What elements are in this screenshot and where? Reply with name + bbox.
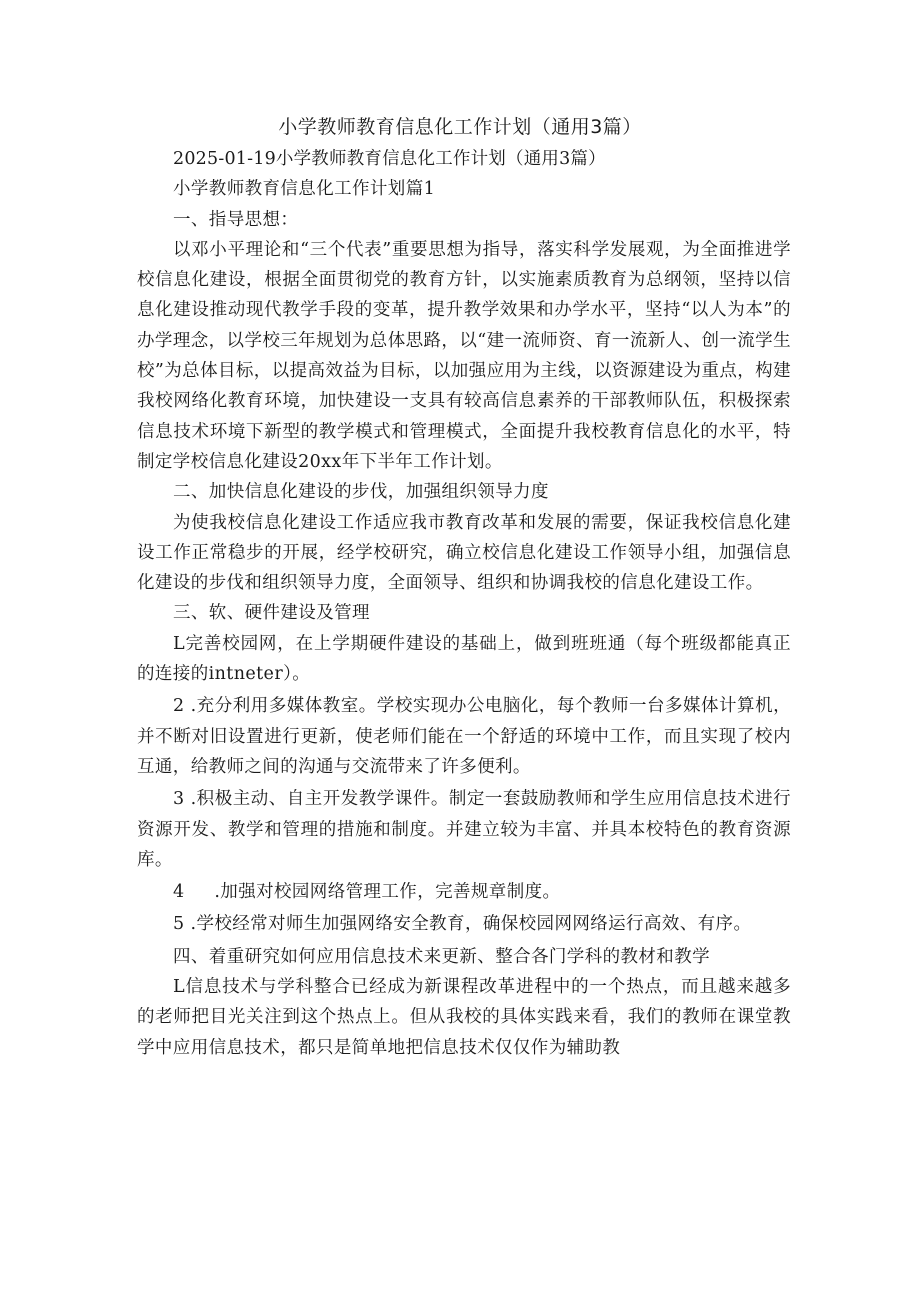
document-body bbox=[137, 144, 791, 1063]
section-body-4: L信息技术与学科整合已经成为新课程改革进程中的一个热点，而且越来越多的老师把目光关注到这个热点上。但从我校的具体实践来看，我们的教师在课堂教学中应用信息技术，都只是简单地把信息技术仅仅作为辅助教 bbox=[137, 977, 791, 1058]
section-heading-1: 一、指导思想： bbox=[173, 209, 299, 230]
article-heading: 小学教师教育信息化工作计划篇1 bbox=[173, 179, 436, 200]
meta-line: 2025-01-19小学教师教育信息化工作计划（通用3篇） bbox=[173, 149, 606, 169]
list-item: 3 .积极主动、自主开发教学课件。制定一套鼓励教师和学生应用信息技术进行资源开发、教学和管理的措施和制度。并建立较为丰富、并具本校特色的教育资源库。 bbox=[137, 789, 791, 870]
section-body-1: 以邓小平理论和“三个代表”重要思想为指导，落实科学发展观，为全面推进学校信息化建设，根据全面贯彻党的教育方针，以实施素质教育为总纲领，坚持以信息化建设推动现代教学手段的变革，提升教学效果和办学水平，坚持“以人为本”的办学理念，以学校三年规划为总体思路，以“建一流师资、育一流新人、创一流学生校”为总体目标，以提高效益为目标，以加强应用为主线，以资源建设为重点，构建我校网络化教育环境，加快建设一支具有较高信息素养的干部教师队伍，积极探索信息技术环境下新型的教学模式和管理模式，全面提升我校教育信息化的水平，特制定学校信息化建设20xx年下半年工作计划。 bbox=[137, 239, 791, 472]
section-heading-2: 二、加快信息化建设的步伐，加强组织领导力度 bbox=[173, 482, 549, 503]
section-heading-3: 三、软、硬件建设及管理 bbox=[173, 603, 370, 624]
list-item: L完善校园网，在上学期硬件建设的基础上，做到班班通（每个班级都能真正的连接的intneter）。 bbox=[137, 633, 791, 685]
section-body-2: 为使我校信息化建设工作适应我市教育改革和发展的需要，保证我校信息化建设工作正常稳步的开展，经学校研究，确立校信息化建设工作领导小组，加强信息化建设的步伐和组织领导力度，全面领导、组织和协调我校的信息化建设工作。 bbox=[137, 512, 791, 594]
document-title: 小学教师教育信息化工作计划（通用3篇） bbox=[278, 116, 642, 138]
list-item: 2 .充分利用多媒体教室。学校实现办公电脑化，每个教师一台多媒体计算机，并不断对旧设置进行更新，使老师们能在一个舒适的环境中工作，而且实现了校内互通，给教师之间的沟通与交流带来了许多便利。 bbox=[137, 696, 791, 777]
list-item: 5 .学校经常对师生加强网络安全教育，确保校园网网络运行高效、有序。 bbox=[173, 914, 752, 935]
list-item: 4 .加强对校园网络管理工作，完善规章制度。 bbox=[173, 882, 561, 903]
section-heading-4: 四、着重研究如何应用信息技术来更新、整合各门学科的教材和教学 bbox=[173, 946, 710, 967]
